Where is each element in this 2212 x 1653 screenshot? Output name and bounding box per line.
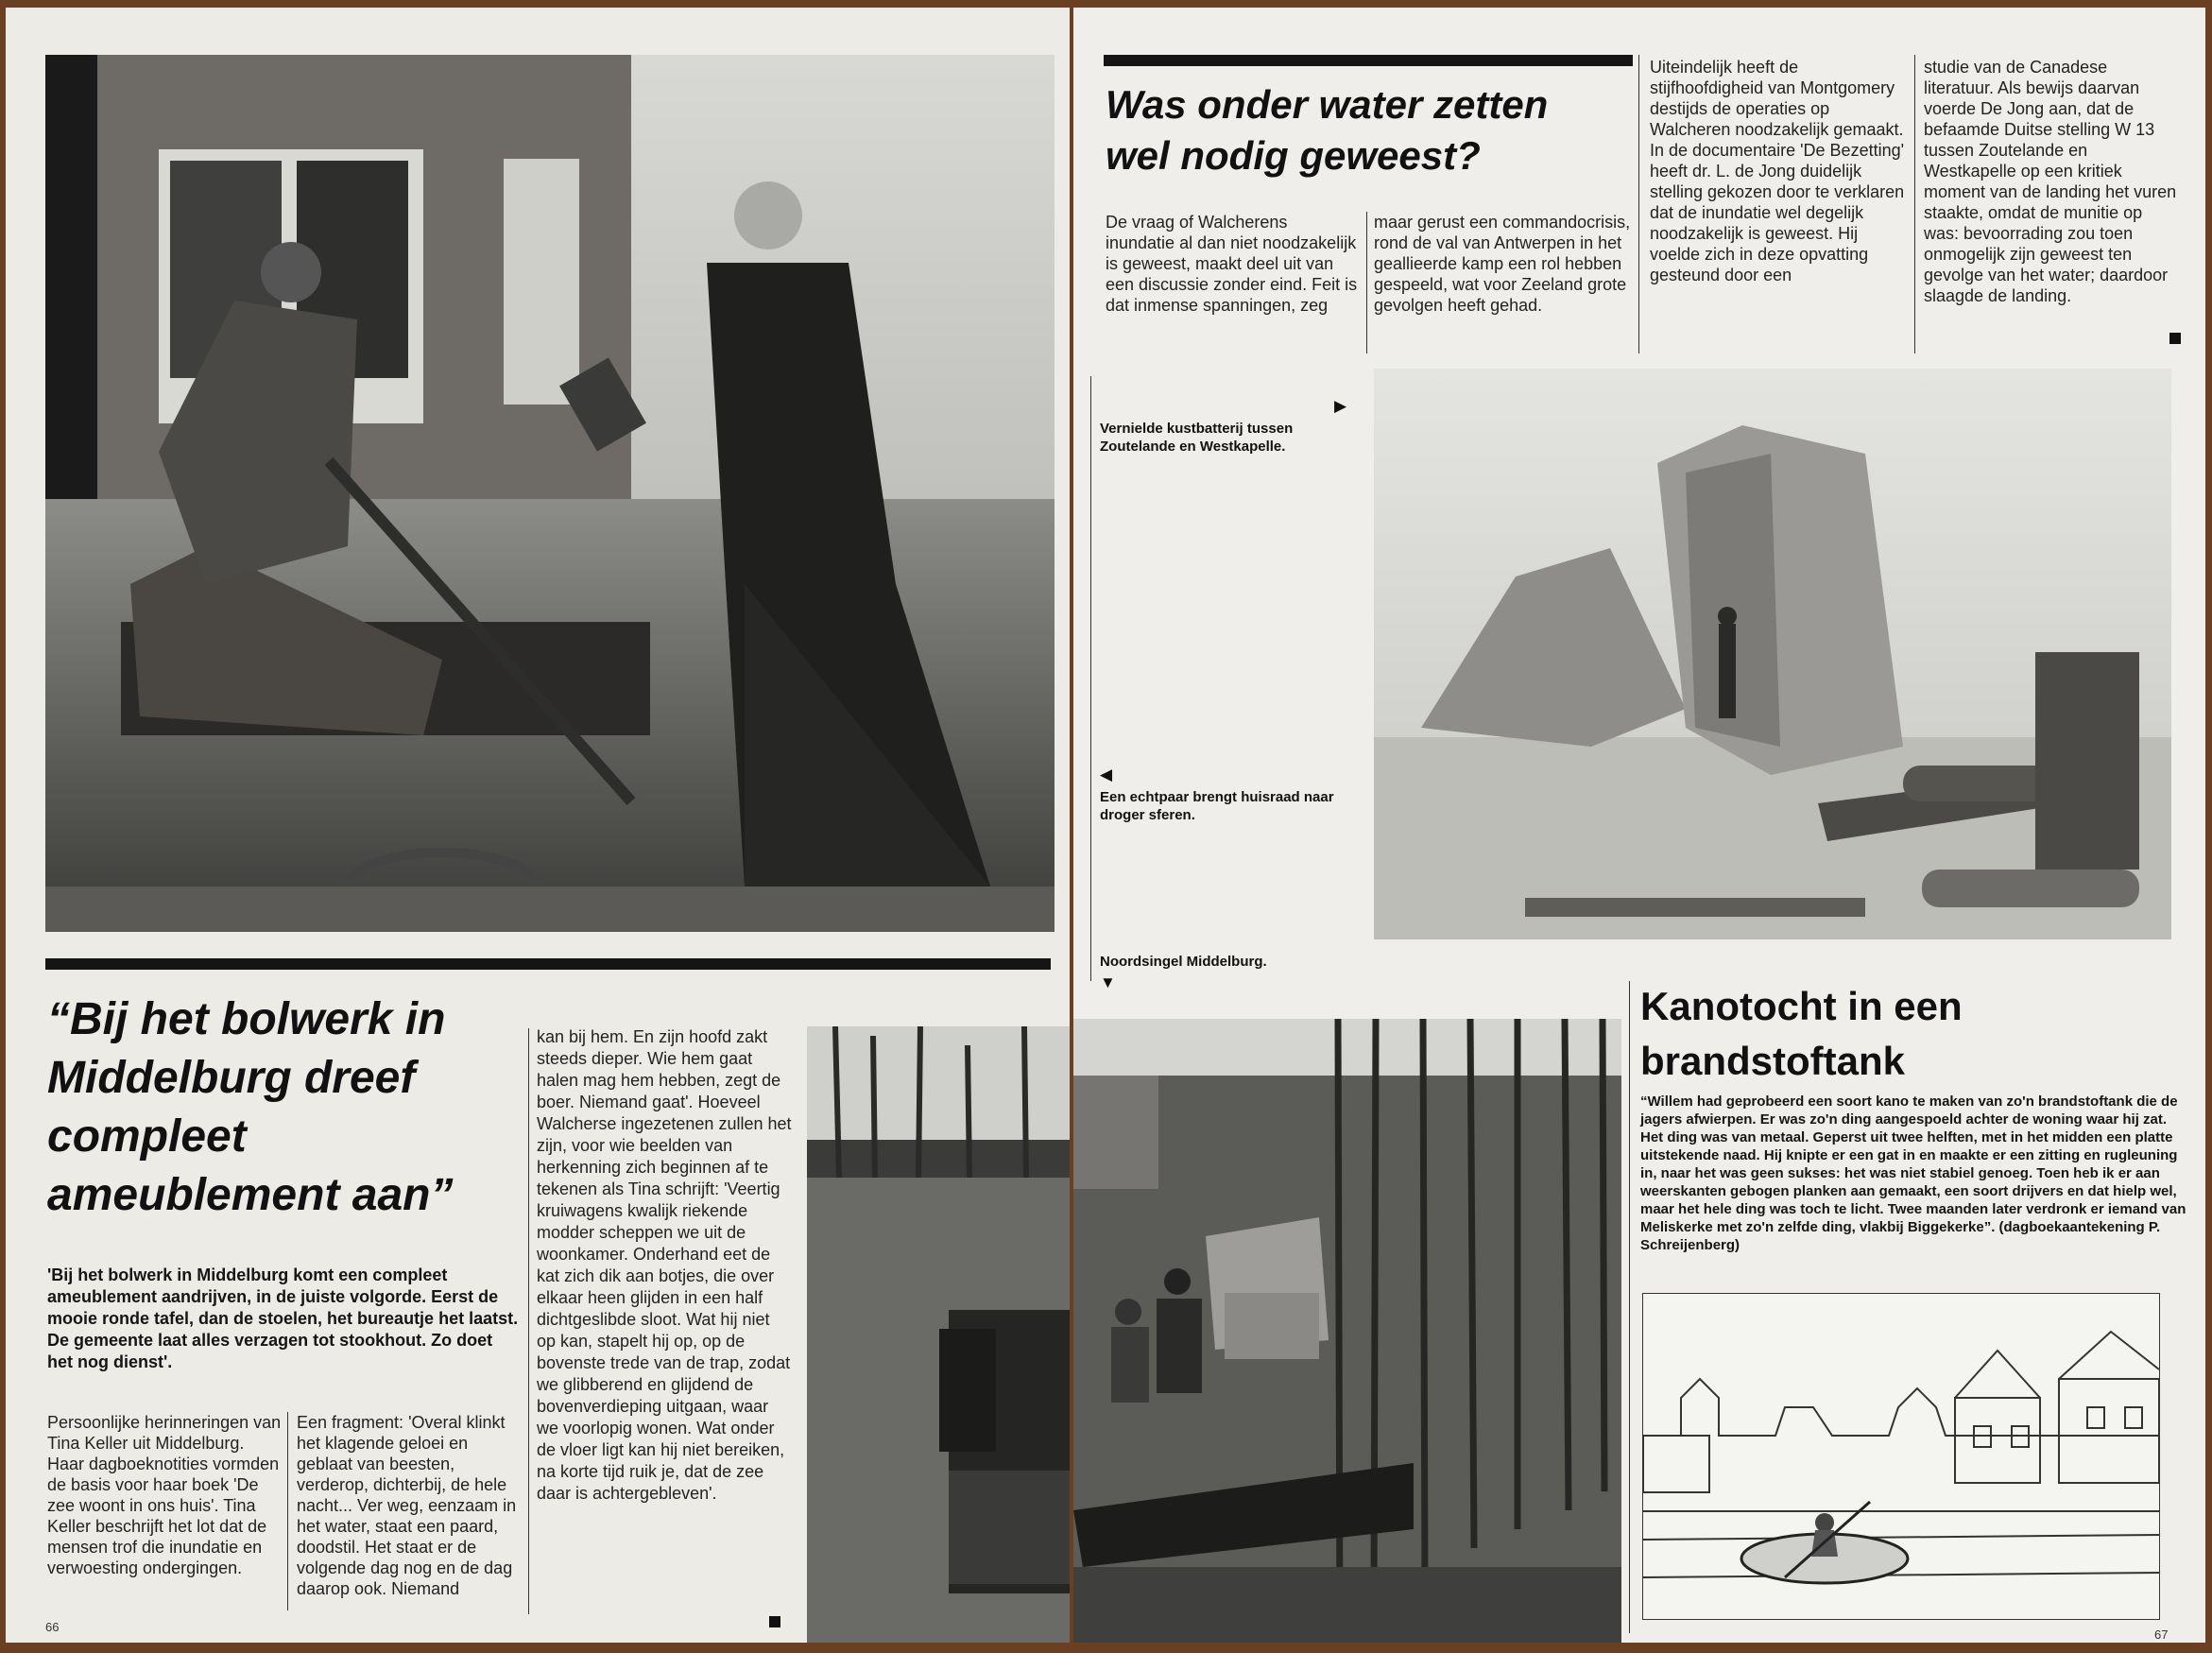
left-page bbox=[6, 8, 1070, 1643]
article-col-3: kan bij hem. En zijn hoofd zakt steeds dieper. Wie hem gaat halen mag hem hebben, zegt de boer. Niemand gaat'. Hoeveel Walcherse ingezetenen zullen het zijn, voor wie beelden van herkenning zich beginnen af te tekenen als Tina schrijft: 'Veertig kruiwagens kwalijk riekende modder scheppen we uit de woonkamer. Onderhand eet de kat zich dik aan botjes, die over elkaar heen glijden in een half dichtgeslibde sloot. Wat hij niet op kan, stapelt hij op, op de bovenste trede van de trap, zodat we glibberend en glijdend de bovenverdieping uitgaan, waar we voorlopig wonen. Wat onder de vloer ligt kan hij niet bereiken, na korte tijd ruik je, dat de zee daar is achtergebleven'. bbox=[537, 1027, 792, 1503]
column-divider bbox=[1366, 212, 1367, 353]
photo-noordsingel-boat bbox=[1073, 1019, 1621, 1643]
photo-bunker bbox=[1374, 369, 2171, 939]
kano-quote: “Willem had geprobeerd een soort kano te maken van zo'n brandstoftank die de jagers afwierpen. Er was zo'n ding aangespoeld achter de woning waar hij zat. Het ding was van metaal. Geperst uit twee helften, met in het midden een platte uitstekende naad. Hij knipte er een gat in en maakte er een zitting en rugleuning in, naar het was geen sukses: het was niet stabiel genoeg. Toen heb ik er aan weerskanten gebogen planken aan gemaakt, een soort drijvers en dat hielp wel, maar het hele ding was toch te licht. Twee maanden later verdronk er iemand van Meliskerke met zo'n zelfde ding, vlakbij Biggekerke”. (dagboekaantekening P. Schreijenberg) bbox=[1640, 1093, 2186, 1253]
end-mark bbox=[2169, 333, 2181, 344]
page-number-right: 67 bbox=[2154, 1627, 2169, 1642]
page-number-left: 66 bbox=[45, 1620, 60, 1634]
illustration-kano bbox=[1642, 1293, 2160, 1620]
article-lead: 'Bij het bolwerk in Middelburg komt een compleet ameublement aandrijven, in de juiste volgorde. Eerst de mooie ronde tafel, dan de stoelen, het bureautje het laatst. De gemeente laat alles verzagen tot stookhout. Zo doet het nog dienst'. bbox=[47, 1266, 519, 1371]
caption-divider bbox=[1090, 376, 1091, 981]
column-divider bbox=[1914, 55, 1915, 353]
article-col-2: Een fragment: 'Overal klinkt het klagende geloei en geblaat van beesten, verderop, dichterbij, de hele nacht... Ver weg, eenzaam in het water, staat een paard, doodstil. Het staat er de volgende dag nog en de dag daarop ook. Niemand bbox=[297, 1413, 517, 1598]
section-divider bbox=[1629, 981, 1630, 1633]
caption-bunker: Vernielde kustbatterij tussen Zoutelande en Westkapelle. bbox=[1100, 421, 1294, 455]
end-mark bbox=[769, 1616, 780, 1627]
headline-rule bbox=[1104, 55, 1633, 66]
caption-noordsingel: Noordsingel Middelburg. bbox=[1100, 954, 1267, 970]
arrow-right-icon: ▶ bbox=[1334, 397, 1347, 415]
article-headline-onder-water: Was onder water zetten wel nodig geweest? bbox=[1106, 82, 1549, 178]
photo-couple-boat bbox=[45, 55, 1055, 932]
article-col-3: Uiteindelijk heeft de stijfhoofdigheid van Montgomery destijds de operaties op Walcheren noodzakelijk gemaakt. In de documentaire 'De Bezetting' heeft dr. L. de Jong duidelijk stelling gekozen door te verklaren dat de inundatie wel degelijk noodzakelijk is geweest. Hij voelde zich in deze opvatting gesteund door een bbox=[1650, 58, 1905, 284]
column-divider bbox=[287, 1412, 288, 1610]
article-col-2: maar gerust een commandocrisis, rond de val van Antwerpen in het geallieerde kamp een rol hebben gespeeld, wat voor Zeeland grote gevolgen heeft gehad. bbox=[1374, 213, 1631, 315]
article-headline-bolwerk: “Bij het bolwerk in Middelburg dreef compleet ameublement aan” bbox=[47, 994, 454, 1220]
column-divider bbox=[1638, 55, 1639, 353]
kano-headline: Kanotocht in een brandstoftank bbox=[1640, 984, 1963, 1083]
photo-noordsingel-left bbox=[807, 1026, 1070, 1643]
article-col-4: studie van de Canadese literatuur. Als bewijs daarvan voerde De Jong aan, dat de befaamde Duitse stelling W 13 tussen Zoutelande en Westkapelle op een kritiek moment van de landing het vuren staakte, omdat de munitie op was: bevoorrading zou toen onmogelijk zijn geweest ten gevolge van het water; daardoor slaagde de landing. bbox=[1924, 58, 2177, 305]
headline-rule bbox=[45, 958, 1051, 970]
article-col-1: De vraag of Walcherens inundatie al dan niet noodzakelijk is geweest, maakt deel uit van een discussie zonder eind. Feit is dat inmense spanningen, zeg bbox=[1106, 213, 1358, 315]
column-divider bbox=[528, 1028, 529, 1614]
arrow-left-icon: ◀ bbox=[1100, 766, 1113, 783]
article-col-1: Persoonlijke herinneringen van Tina Keller uit Middelburg. Haar dagboeknotities vormden de basis voor haar boek 'De zee woont in ons huis'. Tina Keller beschrijft het lot dat de mensen trof die inundatie en verwoesting ondergingen. bbox=[47, 1413, 282, 1577]
caption-couple: Een echtpaar brengt huisraad naar droger sferen. bbox=[1100, 789, 1334, 823]
arrow-down-icon: ▼ bbox=[1100, 973, 1116, 991]
right-page bbox=[1073, 8, 2205, 1643]
